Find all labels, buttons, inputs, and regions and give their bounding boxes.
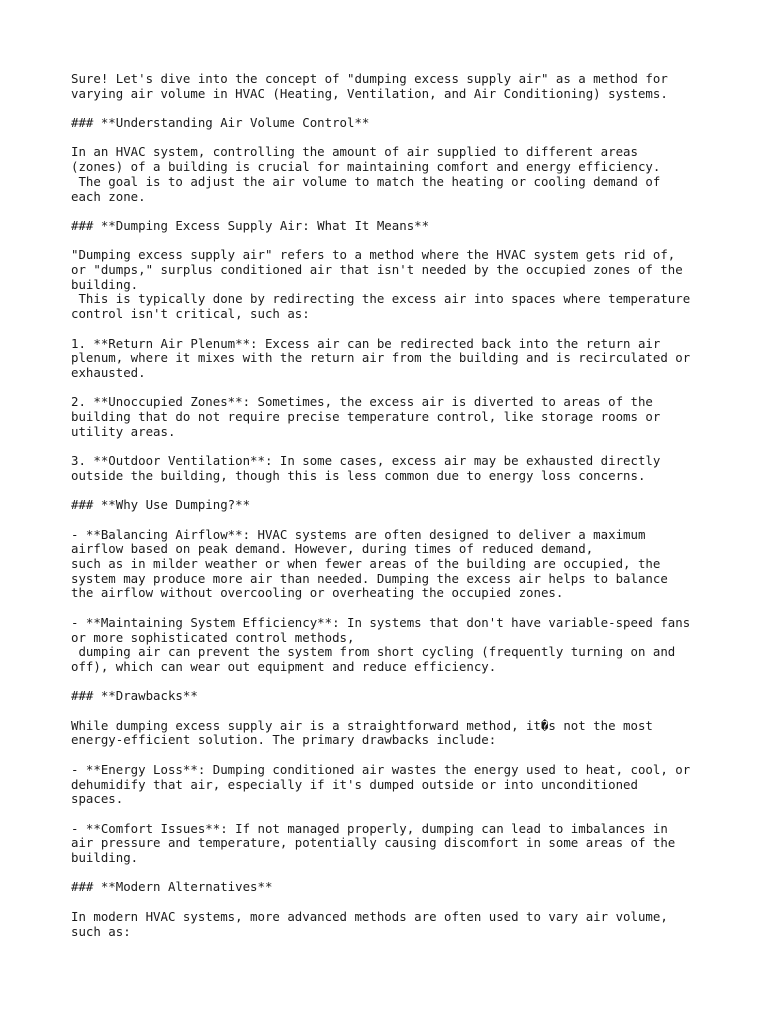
bullet-comfort-issues: - **Comfort Issues**: If not managed properly, dumping can lead to imbalances in air pressure and temperature, potentially causing discomfort in some areas of the building. — [71, 820, 676, 866]
list-item-return-air-plenum: 1. **Return Air Plenum**: Excess air can be redirected back into the return air plenum, where it mixes with the return air from the building and is recirculated or exhausted. — [71, 335, 691, 380]
heading-modern-alternatives: ### **Modern Alternatives** — [71, 879, 273, 895]
paragraph-drawbacks-intro: While dumping excess supply air is a straightforward method, it�s not the most energy-efficient solution. The primary drawbacks include: — [71, 717, 653, 748]
paragraph-modern-alternatives: In modern HVAC systems, more advanced methods are often used to vary air volume, such as: — [71, 908, 668, 939]
bullet-energy-loss: - **Energy Loss**: Dumping conditioned air wastes the energy used to heat, cool, or dehumidify that air, especially if it's dumped outside or into unconditioned spaces. — [71, 761, 691, 807]
intro-paragraph: Sure! Let's dive into the concept of "dumping excess supply air" as a method for varying air volume in HVAC (Heating, Ventilation, and Air Conditioning) systems. — [71, 71, 668, 101]
paragraph-air-volume-control: In an HVAC system, controlling the amount of air supplied to different areas (zones) of a building is crucial for maintaining comfort and energy efficiency. The goal is to adjust the air volume to match the heating or cooling demand of each zone. — [71, 144, 661, 204]
bullet-balancing-airflow: - **Balancing Airflow**: HVAC systems are often designed to deliver a maximum airflow based on peak demand. However, during times of reduced demand, such as in milder weather or when fewer areas of the building are occupied, the system may produce more air than needed. Dumping the excess air helps to balance the airflow without overcooling or overheating the occupied zones. — [71, 526, 668, 601]
document-page — [71, 72, 711, 954]
heading-drawbacks: ### **Drawbacks** — [71, 688, 198, 704]
list-item-unoccupied-zones: 2. **Unoccupied Zones**: Sometimes, the excess air is diverted to areas of the building that do not require precise temperature control, like storage rooms or utility areas. — [71, 394, 661, 439]
heading-why-use-dumping: ### **Why Use Dumping?** — [71, 497, 251, 513]
list-item-outdoor-ventilation: 3. **Outdoor Ventilation**: In some cases, excess air may be exhausted directly outside the building, though this is less common due to energy loss concerns. — [71, 453, 661, 483]
heading-understanding-air-volume-control: ### **Understanding Air Volume Control** — [71, 115, 370, 131]
heading-dumping-excess-supply-air: ### **Dumping Excess Supply Air: What It Means** — [71, 217, 430, 233]
bullet-maintaining-system-efficiency: - **Maintaining System Efficiency**: In systems that don't have variable-speed fans or more sophisticated control methods, dumping air can prevent the system from short cycling (frequently turning on and off), which can wear out equipment and reduce efficiency. — [71, 614, 691, 674]
paragraph-dumping-definition: "Dumping excess supply air" refers to a method where the HVAC system gets rid of, or "dumps," surplus conditioned air that isn't needed by the occupied zones of the building. This is typically done by redirecting the excess air into spaces where temperature control isn't critical, such as: — [71, 247, 691, 322]
